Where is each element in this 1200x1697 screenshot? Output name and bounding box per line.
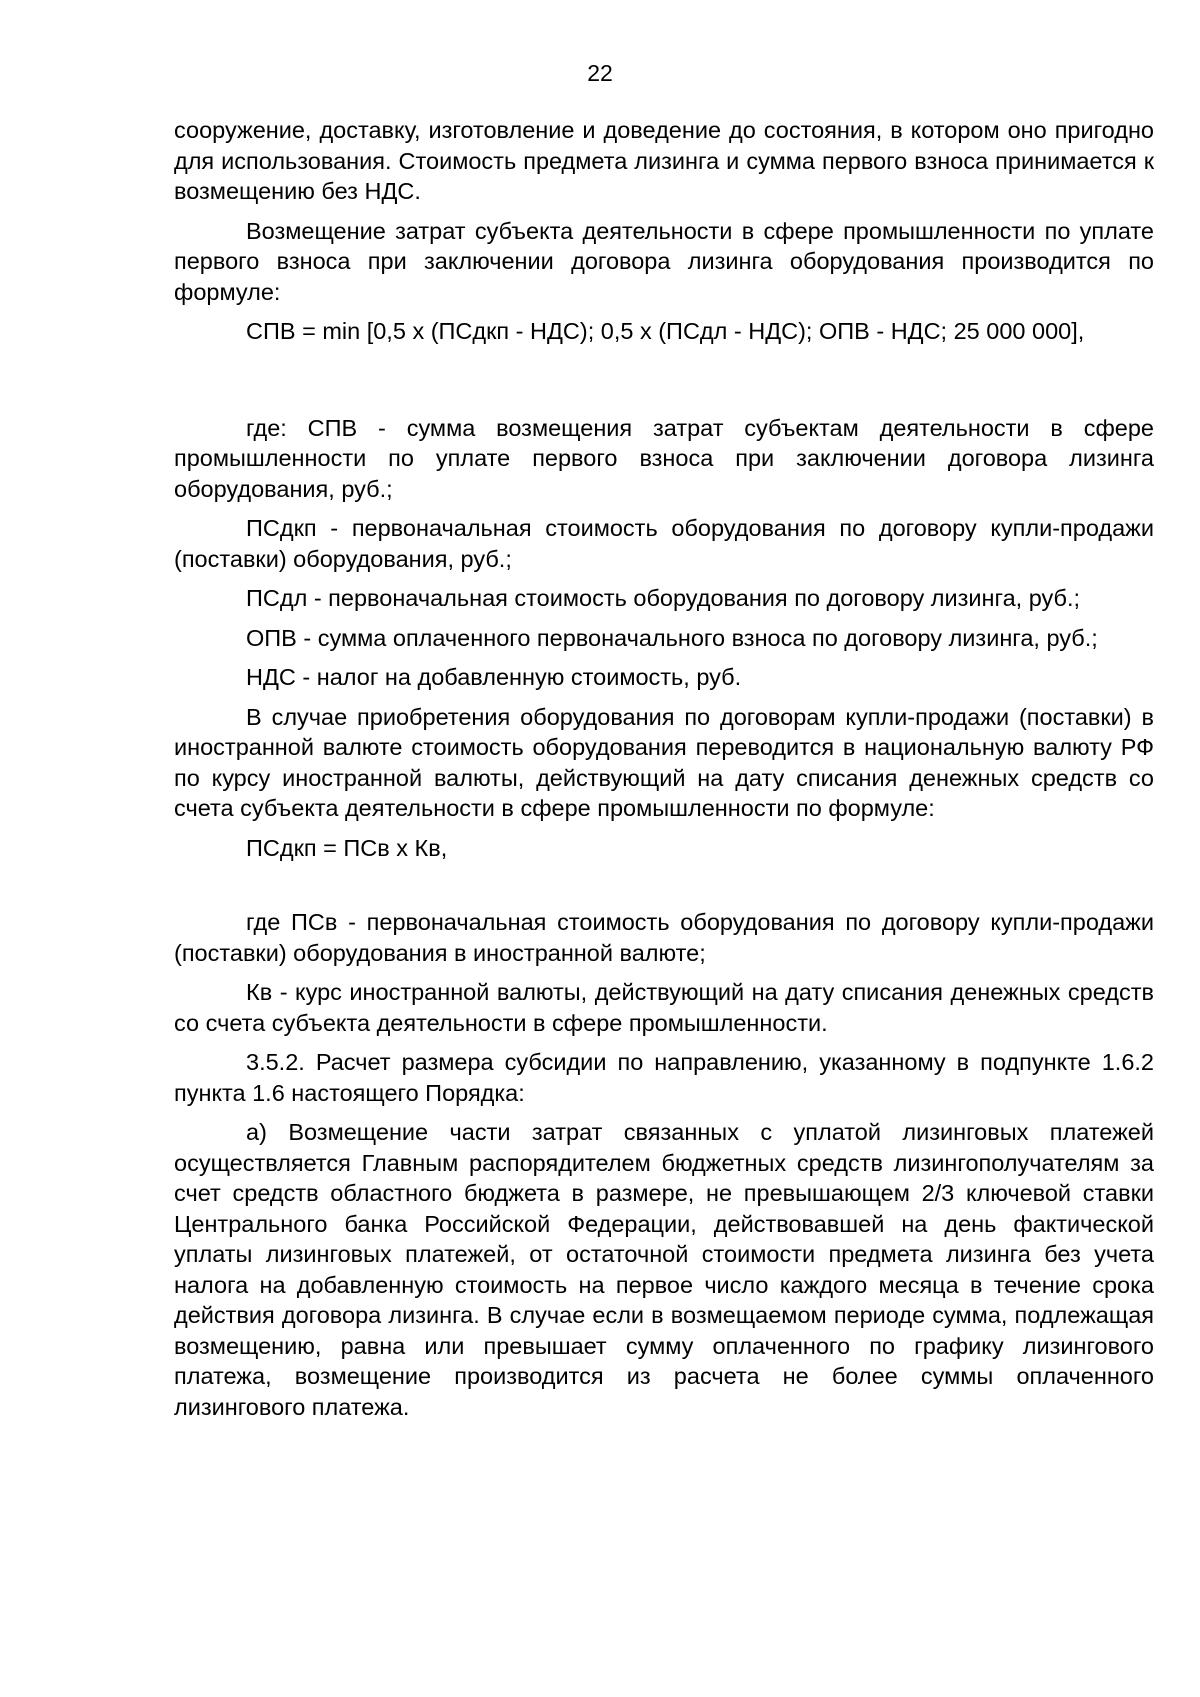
page-number: 22 <box>587 60 613 86</box>
paragraph-foreign-currency: В случае приобретения оборудования по договорам купли-продажи (поставки) в иностранной валюте стоимость оборудования переводится в национальную валюту РФ по курсу иностранной валюты, действующий на дату списания денежных средств со счета субъекта деятельности в сфере промышленности по формуле: <box>174 703 1154 821</box>
paragraph-where-psv: где ПСв - первоначальная стоимость оборудования по договору купли-продажи (поставки) оборудования в иностранной валюте; <box>174 909 1154 966</box>
paragraph-psdl-definition: ПСдл - первоначальная стоимость оборудования по договору лизинга, руб.; <box>246 585 1081 611</box>
paragraph-opv-definition: ОПВ - сумма оплаченного первоначального взноса по договору лизинга, руб.; <box>246 624 1098 651</box>
paragraph-section-3-5-2: 3.5.2. Расчет размера субсидии по направлению, указанному в подпункте 1.6.2 пункта 1.6 настоящего Порядка: <box>174 1049 1154 1106</box>
paragraph-continuation: сооружение, доставку, изготовление и доведение до состояния, в котором оно пригодно для использования. Стоимость предмета лизинга и сумма первого взноса принимается к возмещению без НДС. <box>174 117 1154 204</box>
paragraph-where-spv: где: СПВ - сумма возмещения затрат субъектам деятельности в сфере промышленности по уплате первого взноса при заключении договора лизинга оборудования, руб.; <box>174 414 1154 502</box>
formula-spv: СПВ = min [0,5 х (ПСдкп - НДС); 0,5 х (ПСдл - НДС); ОПВ - НДС; 25 000 000], <box>246 318 1085 344</box>
paragraph-item-a: а) Возмещение части затрат связанных с уплатой лизинговых платежей осуществляется Главным распорядителем бюджетных средств лизингополучателям за счет средств областного бюджета в размере, не превышающем 2/3 ключевой ставки Центрального банка Российской Федерации, действовавшей на день фактической уплаты лизинговых платежей, от остаточной стоимости предмета лизинга без учета налога на добавленную стоимость на первое число каждого месяца в течение срока действия договора лизинга. В случае если в возмещаемом периоде сумма, подлежащая возмещению, равна или превышает сумму оплаченного по графику лизингового платежа, возмещение производится из расчета не более суммы оплаченного лизингового платежа. <box>174 1119 1154 1420</box>
paragraph-psdkp-definition: ПСдкп - первоначальная стоимость оборудования по договору купли-продажи (поставки) оборудования, руб.; <box>174 515 1154 572</box>
paragraph-nds-definition: НДС - налог на добавленную стоимость, руб. <box>246 664 742 690</box>
paragraph-kv-definition: Кв - курс иностранной валюты, действующий на дату списания денежных средств со счета субъекта деятельности в сфере промышленности. <box>174 979 1154 1036</box>
document-body <box>174 115 1154 1431</box>
paragraph-spv-intro: Возмещение затрат субъекта деятельности в сфере промышленности по уплате первого взноса при заключении договора лизинга оборудования производится по формуле: <box>174 217 1154 305</box>
formula-psdkp: ПСдкп = ПСв х Кв, <box>246 834 448 861</box>
